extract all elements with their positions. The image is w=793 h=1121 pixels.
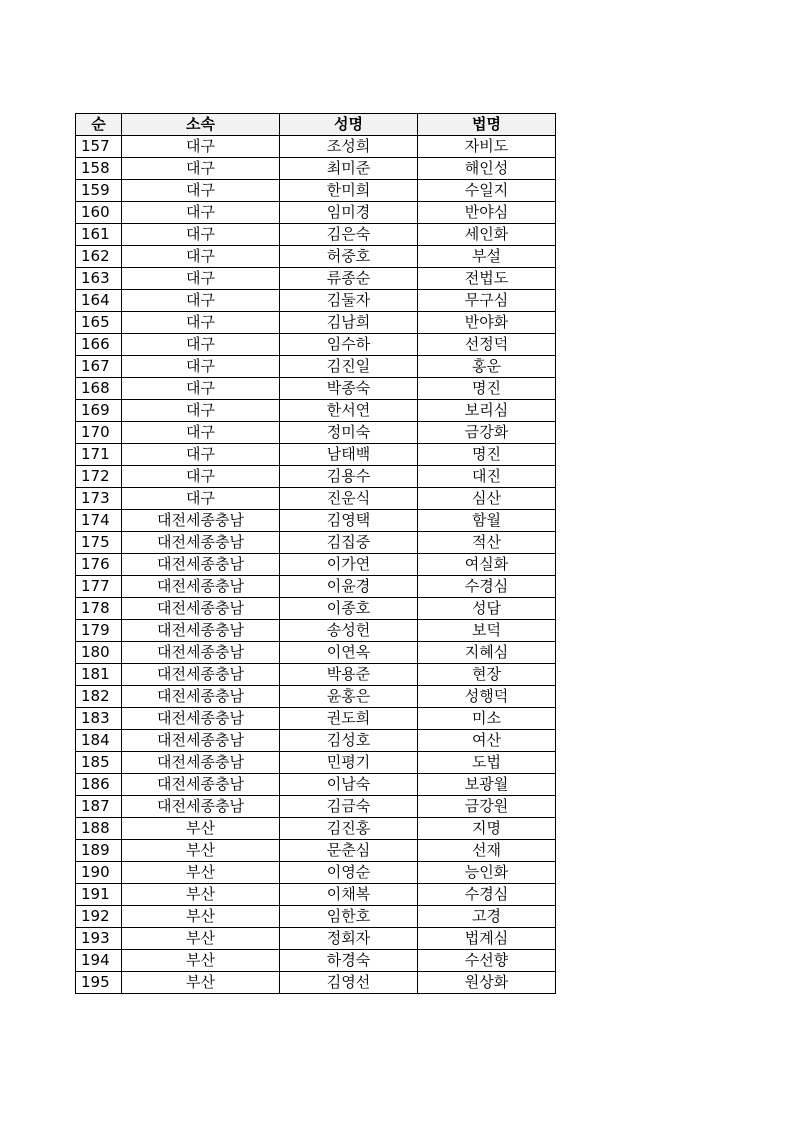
roster-table [75,113,556,994]
cell-affiliation: 대전세종충남 [122,598,280,620]
cell-name: 임수하 [280,334,418,356]
cell-dharma-name: 대진 [418,466,556,488]
table-row [76,862,556,884]
cell-dharma-name: 금강원 [418,796,556,818]
cell-no: 177 [76,576,122,598]
table-row [76,818,556,840]
cell-affiliation: 대전세종충남 [122,774,280,796]
cell-dharma-name: 도법 [418,752,556,774]
cell-dharma-name: 미소 [418,708,556,730]
cell-dharma-name: 여실화 [418,554,556,576]
cell-affiliation: 대전세종충남 [122,796,280,818]
cell-affiliation: 대전세종충남 [122,686,280,708]
table-row [76,312,556,334]
table-row [76,664,556,686]
cell-name: 임미경 [280,202,418,224]
header-no: 순 [76,114,122,136]
cell-affiliation: 부산 [122,840,280,862]
cell-no: 185 [76,752,122,774]
cell-affiliation: 대구 [122,268,280,290]
cell-no: 189 [76,840,122,862]
table-row [76,884,556,906]
cell-dharma-name: 반야심 [418,202,556,224]
cell-dharma-name: 능인화 [418,862,556,884]
cell-name: 한서연 [280,400,418,422]
cell-no: 190 [76,862,122,884]
cell-dharma-name: 보리심 [418,400,556,422]
table-row [76,422,556,444]
cell-name: 류종순 [280,268,418,290]
cell-name: 이윤경 [280,576,418,598]
table-row [76,136,556,158]
table-row [76,532,556,554]
cell-dharma-name: 명진 [418,378,556,400]
cell-no: 162 [76,246,122,268]
cell-no: 159 [76,180,122,202]
cell-dharma-name: 반야화 [418,312,556,334]
cell-dharma-name: 자비도 [418,136,556,158]
cell-no: 187 [76,796,122,818]
cell-affiliation: 부산 [122,972,280,994]
cell-affiliation: 대전세종충남 [122,620,280,642]
cell-affiliation: 대전세종충남 [122,642,280,664]
cell-no: 183 [76,708,122,730]
cell-dharma-name: 고경 [418,906,556,928]
cell-name: 박용준 [280,664,418,686]
cell-name: 남태백 [280,444,418,466]
cell-name: 김둘자 [280,290,418,312]
table-row [76,598,556,620]
cell-dharma-name: 수경심 [418,884,556,906]
cell-no: 171 [76,444,122,466]
cell-affiliation: 부산 [122,950,280,972]
cell-affiliation: 대구 [122,312,280,334]
cell-dharma-name: 부설 [418,246,556,268]
table-row [76,356,556,378]
cell-dharma-name: 수경심 [418,576,556,598]
cell-affiliation: 부산 [122,818,280,840]
cell-no: 181 [76,664,122,686]
cell-affiliation: 대전세종충남 [122,554,280,576]
cell-affiliation: 대구 [122,356,280,378]
table-row [76,246,556,268]
cell-name: 이남숙 [280,774,418,796]
cell-affiliation: 대구 [122,400,280,422]
cell-no: 165 [76,312,122,334]
cell-dharma-name: 보덕 [418,620,556,642]
cell-affiliation: 대구 [122,224,280,246]
table-row [76,554,556,576]
cell-affiliation: 대구 [122,202,280,224]
cell-affiliation: 대전세종충남 [122,576,280,598]
cell-name: 문춘심 [280,840,418,862]
cell-affiliation: 부산 [122,884,280,906]
cell-affiliation: 대구 [122,422,280,444]
table-row [76,620,556,642]
table-header [76,114,556,136]
cell-name: 조성희 [280,136,418,158]
table-row [76,906,556,928]
cell-no: 195 [76,972,122,994]
cell-affiliation: 대구 [122,488,280,510]
cell-name: 정미숙 [280,422,418,444]
cell-no: 192 [76,906,122,928]
cell-dharma-name: 수선향 [418,950,556,972]
header-row [76,114,556,136]
cell-no: 186 [76,774,122,796]
cell-name: 이채복 [280,884,418,906]
table-row [76,334,556,356]
cell-dharma-name: 선정덕 [418,334,556,356]
cell-dharma-name: 함월 [418,510,556,532]
table-row [76,158,556,180]
cell-no: 178 [76,598,122,620]
cell-dharma-name: 성행덕 [418,686,556,708]
cell-affiliation: 대구 [122,466,280,488]
cell-no: 173 [76,488,122,510]
cell-no: 160 [76,202,122,224]
table-row [76,774,556,796]
cell-dharma-name: 선재 [418,840,556,862]
cell-affiliation: 대전세종충남 [122,730,280,752]
cell-dharma-name: 해인성 [418,158,556,180]
header-dharma-name: 법명 [418,114,556,136]
table-row [76,730,556,752]
cell-no: 169 [76,400,122,422]
cell-no: 161 [76,224,122,246]
cell-name: 김영선 [280,972,418,994]
cell-affiliation: 부산 [122,928,280,950]
cell-name: 이연옥 [280,642,418,664]
table-row [76,180,556,202]
cell-name: 민평기 [280,752,418,774]
header-name: 성명 [280,114,418,136]
cell-dharma-name: 현장 [418,664,556,686]
cell-name: 김금숙 [280,796,418,818]
cell-name: 임한호 [280,906,418,928]
cell-dharma-name: 수일지 [418,180,556,202]
cell-dharma-name: 여산 [418,730,556,752]
cell-affiliation: 대구 [122,334,280,356]
cell-no: 194 [76,950,122,972]
cell-no: 166 [76,334,122,356]
cell-name: 김영택 [280,510,418,532]
cell-affiliation: 대전세종충남 [122,532,280,554]
cell-affiliation: 대구 [122,158,280,180]
cell-name: 김은숙 [280,224,418,246]
table-row [76,290,556,312]
cell-no: 191 [76,884,122,906]
table-row [76,400,556,422]
table-row [76,466,556,488]
cell-name: 김집중 [280,532,418,554]
cell-name: 진운식 [280,488,418,510]
cell-dharma-name: 무구심 [418,290,556,312]
header-affiliation: 소속 [122,114,280,136]
cell-no: 182 [76,686,122,708]
cell-no: 179 [76,620,122,642]
cell-no: 158 [76,158,122,180]
table-row [76,510,556,532]
cell-name: 김진일 [280,356,418,378]
cell-name: 최미준 [280,158,418,180]
table-row [76,972,556,994]
cell-no: 188 [76,818,122,840]
cell-no: 172 [76,466,122,488]
cell-dharma-name: 원상화 [418,972,556,994]
cell-affiliation: 대구 [122,136,280,158]
cell-name: 김용수 [280,466,418,488]
cell-affiliation: 대전세종충남 [122,708,280,730]
cell-name: 김진홍 [280,818,418,840]
cell-no: 163 [76,268,122,290]
cell-affiliation: 부산 [122,862,280,884]
cell-dharma-name: 홍운 [418,356,556,378]
cell-name: 송성헌 [280,620,418,642]
table-row [76,752,556,774]
cell-dharma-name: 보광월 [418,774,556,796]
table-row [76,202,556,224]
cell-name: 허중호 [280,246,418,268]
table-body [76,136,556,994]
cell-no: 164 [76,290,122,312]
cell-name: 이종호 [280,598,418,620]
table-row [76,796,556,818]
cell-name: 박종숙 [280,378,418,400]
cell-no: 184 [76,730,122,752]
cell-affiliation: 대구 [122,290,280,312]
cell-no: 157 [76,136,122,158]
cell-dharma-name: 심산 [418,488,556,510]
cell-affiliation: 대전세종충남 [122,510,280,532]
cell-no: 174 [76,510,122,532]
cell-name: 정회자 [280,928,418,950]
cell-affiliation: 대구 [122,180,280,202]
cell-affiliation: 대전세종충남 [122,664,280,686]
cell-name: 윤홍은 [280,686,418,708]
cell-no: 193 [76,928,122,950]
cell-dharma-name: 금강화 [418,422,556,444]
table-row [76,642,556,664]
cell-name: 이가연 [280,554,418,576]
cell-dharma-name: 명진 [418,444,556,466]
cell-affiliation: 대전세종충남 [122,752,280,774]
table-row [76,444,556,466]
table-row [76,708,556,730]
cell-no: 176 [76,554,122,576]
cell-dharma-name: 지혜심 [418,642,556,664]
cell-name: 이영순 [280,862,418,884]
cell-name: 하경숙 [280,950,418,972]
cell-dharma-name: 법계심 [418,928,556,950]
table-row [76,488,556,510]
cell-affiliation: 대구 [122,378,280,400]
cell-affiliation: 대구 [122,246,280,268]
cell-affiliation: 대구 [122,444,280,466]
cell-dharma-name: 지명 [418,818,556,840]
table-row [76,928,556,950]
table-row [76,840,556,862]
cell-dharma-name: 적산 [418,532,556,554]
cell-no: 180 [76,642,122,664]
cell-name: 김남희 [280,312,418,334]
table-row [76,950,556,972]
table-row [76,268,556,290]
table-row [76,378,556,400]
cell-no: 167 [76,356,122,378]
cell-dharma-name: 성담 [418,598,556,620]
cell-dharma-name: 세인화 [418,224,556,246]
table-row [76,686,556,708]
cell-no: 168 [76,378,122,400]
cell-name: 한미희 [280,180,418,202]
cell-name: 권도희 [280,708,418,730]
cell-no: 170 [76,422,122,444]
table-row [76,576,556,598]
cell-name: 김성호 [280,730,418,752]
table-row [76,224,556,246]
cell-dharma-name: 전법도 [418,268,556,290]
cell-affiliation: 부산 [122,906,280,928]
cell-no: 175 [76,532,122,554]
